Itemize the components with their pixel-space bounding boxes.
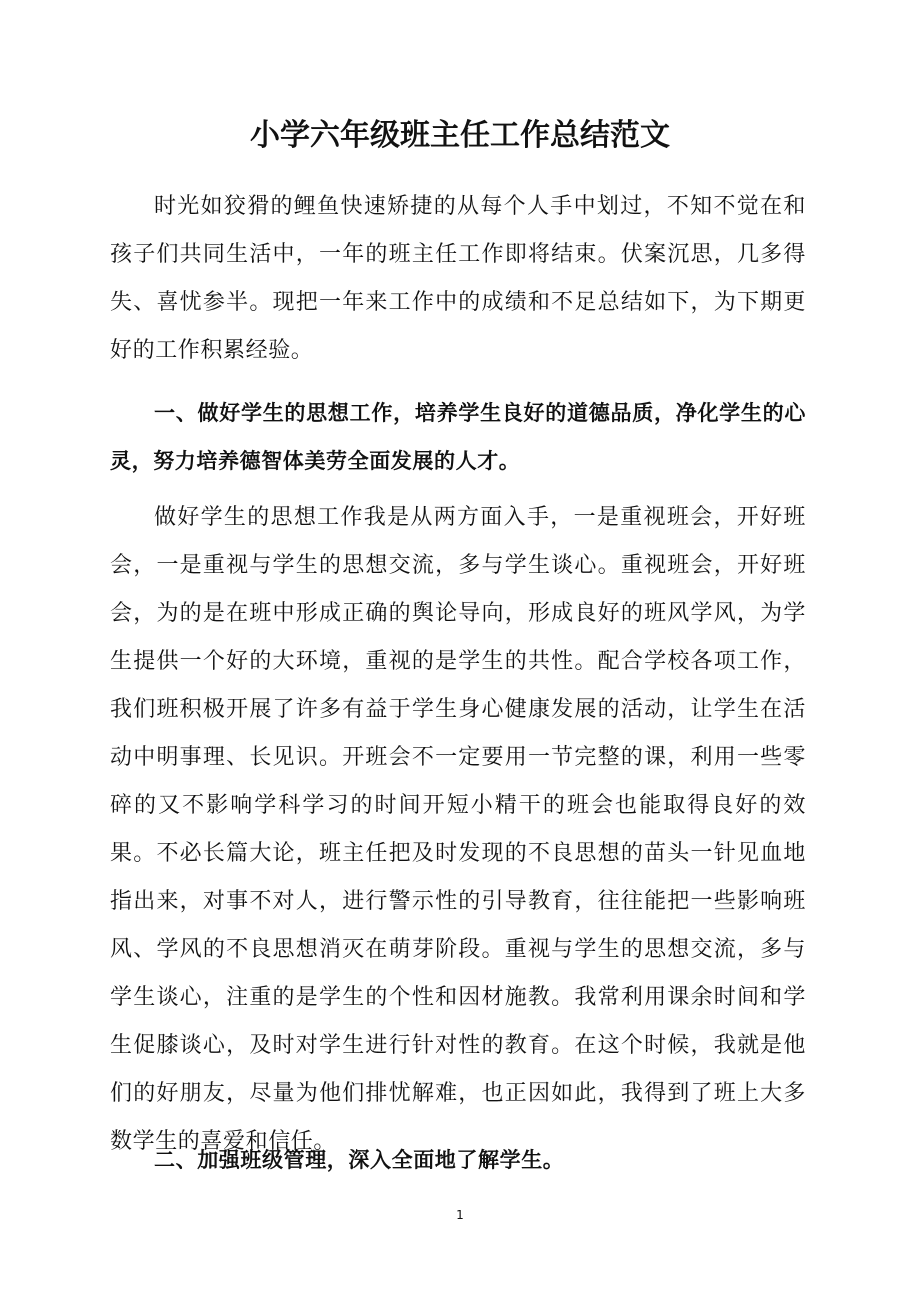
page-title: 小学六年级班主任工作总结范文 — [250, 118, 670, 153]
section-heading-1: 一、做好学生的思想工作，培养学生良好的道德品质，净化学生的心灵，努力培养德智体美劳全面发展的人才。 — [110, 401, 806, 473]
page-number: 1 — [456, 1208, 464, 1222]
section-heading-2: 二、加强班级管理，深入全面地了解学生。 — [154, 1148, 565, 1172]
section-1-paragraph: 做好学生的思想工作我是从两方面入手，一是重视班会，开好班会，一是重视与学生的思想交流，多与学生谈心。重视班会，开好班会，为的是在班中形成正确的舆论导向，形成良好的班风学风，为学生提供一个好的大环境，重视的是学生的共性。配合学校各项工作，我们班积极开展了许多有益于学生身心健康发展的活动，让学生在活动中明事理、长见识。开班会不一定要用一节完整的课，利用一些零碎的又不影响学科学习的时间开短小精干的班会也能取得良好的效果。不必长篇大论，班主任把及时发现的不良思想的苗头一针见血地指出来，对事不对人，进行警示性的引导教育，往往能把一些影响班风、学风的不良思想消灭在萌芽阶段。重视与学生的思想交流，多与学生谈心，注重的是学生的个性和因材施教。我常利用课余时间和学生促膝谈心，及时对学生进行针对性的教育。在这个时候，我就是他们的好朋友，尽量为他们排忧解难，也正因如此，我得到了班上大多数学生的喜爱和信任。 — [110, 505, 806, 1154]
intro-paragraph: 时光如狡猾的鲤鱼快速矫捷的从每个人手中划过，不知不觉在和孩子们共同生活中，一年的班主任工作即将结束。伏案沉思，几多得失、喜忧参半。现把一年来工作中的成绩和不足总结如下，为下期更好的工作积累经验。 — [110, 194, 806, 363]
